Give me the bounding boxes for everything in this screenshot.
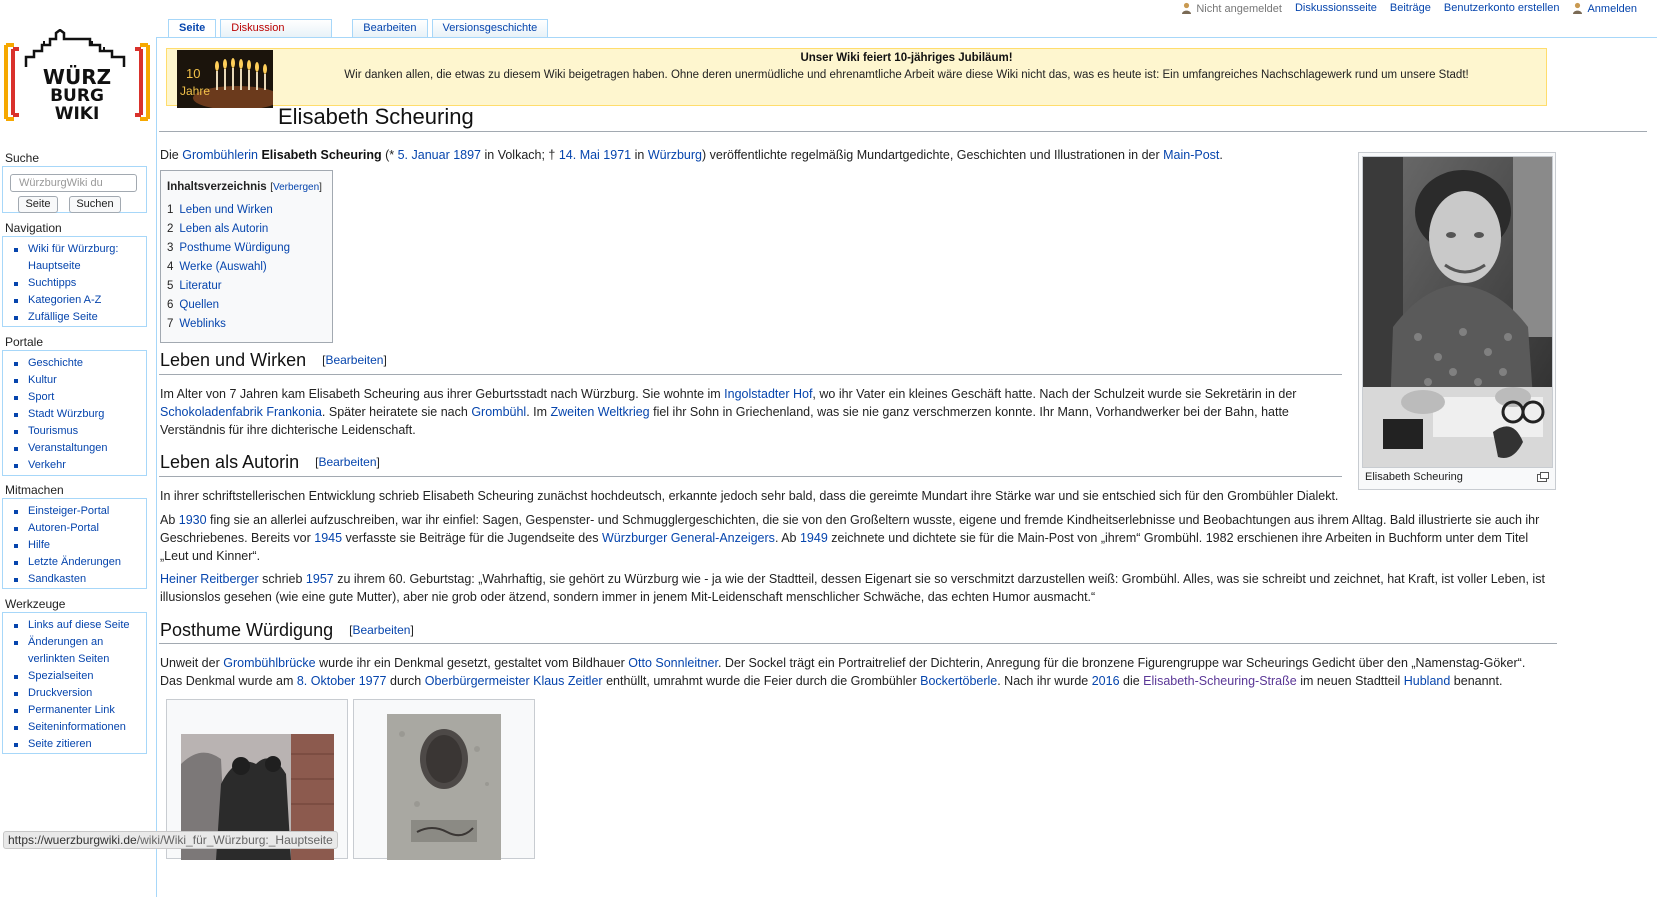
sidebar-item-links-auf-diese-seite[interactable] [12,617,146,634]
sidebar-item-geschichte[interactable] [12,355,146,372]
sidebar-item-druckversion[interactable] [12,685,146,702]
sidebar-item-seiteninformationen[interactable] [12,719,146,736]
notice-image-text-1: 10 [186,66,201,81]
sidebar-item-label: Zufällige Seite [28,311,98,323]
navigation-portlet [2,236,147,327]
go-page-button[interactable]: Seite [18,196,58,213]
sidebar-item-autoren-portal[interactable] [12,520,146,537]
toc-number: 7 [167,318,174,330]
talk-link[interactable]: Diskussionsseite [1294,2,1377,14]
page-tabs [168,19,552,37]
sidebar-item-einsteiger-portal[interactable] [12,503,146,520]
wuerzburg-wiki-logo[interactable] [4,29,150,125]
portrait-relief-image[interactable] [387,714,501,860]
gallery-item [353,699,535,859]
sidebar-item-seite-zitieren[interactable] [12,736,146,753]
toc-toggle[interactable]: Verbergen [272,182,320,193]
section-2-paragraph-2: Ab 1930 fing sie an allerlei aufzuschreiben, war ihr einfiel: Sagen, Gespenster- und Schmugglergeschichten, die sie von den Großeltern wusste, eigene und fremde Kindheitserlebnisse und Beobachtungen aus ihrem Alltag. Bald illustrierte sie auch ihr Geschriebenes. Bereits vor 1945 verfasste sie Beiträge für die Jugendseite des Würzburger General-Anzeigers. Ab 1949 zeichnete und dichtete sie für die Main-Post von „ihrem“ Grombühl. 1982 erschienen ihre Arbeiten in Buchform unter dem Titel „Leut und Kinner“. [160,513,1540,563]
sidebar-item-label: Tourismus [28,425,79,437]
sidebar-item-label: Änderungen an verlinkten Seiten [28,636,110,665]
relief-photo [387,714,501,860]
section-heading-posthume-wuerdigung: Posthume Würdigung [Bearbeiten] [160,620,414,640]
toc-number: 1 [167,204,174,216]
section-heading-leben-als-autorin: Leben als Autorin [Bearbeiten] [160,452,380,472]
link-heiner-reitberger[interactable]: Heiner Reitberger [160,572,259,586]
section-3-paragraph: Unweit der Grombühlbrücke wurde ihr ein Denkmal gesetzt, gestaltet vom Bildhauer Otto Sonnleitner. Der Sockel trägt ein Portraitrelief der Dichterin, Anregung für die bronzene Figurengruppe war Scheurings Gedicht über den „Namenstag-Göker“. Das Denkmal wurde am 8. Oktober 1977 durch Oberbürgermeister Klaus Zeitler enthüllt, umrahmt wurde die Feier durch die Grombühler Bockertöberle. Nach ihr wurde 2016 die Elisabeth-Scheuring-Straße im neuen Stadtteil Hubland benannt. [160,656,1526,688]
sidebar-item-label: Spezialseiten [28,670,94,682]
sidebar-item-label: Kategorien A-Z [28,294,102,306]
sidebar-item-permanenter-link[interactable] [12,702,146,719]
title-divider [159,131,1647,132]
user-icon [1572,2,1583,14]
enlarge-icon[interactable] [1537,472,1549,482]
sidebar-item-label: Links auf diese Seite [28,619,130,631]
notice-title: Unser Wiki feiert 10-jähriges Jubiläum! [800,52,1013,64]
sidebar-item-label: Sandkasten [28,573,87,585]
link-1930[interactable]: 1930 [178,513,207,527]
sidebar-item-tourismus[interactable] [12,423,146,440]
toc-number: 3 [167,242,174,254]
toc-item[interactable] [167,315,326,334]
tab-discussion[interactable]: Diskussion [220,19,332,37]
sidebar-item-label: Hilfe [28,539,51,551]
thumbnail-caption: Elisabeth Scheuring [1365,471,1463,483]
not-logged-in: Nicht angemeldet [1181,2,1282,15]
toc-link[interactable]: Posthume Würdigung [179,242,290,254]
sidebar-item-label: Verkehr [28,459,66,471]
toc-number: 6 [167,299,174,311]
portale-portlet [2,350,147,476]
link-otto-sonnleitner[interactable]: Otto Sonnleitner [628,656,718,670]
toc-link[interactable]: Literatur [179,280,222,292]
toc-number: 5 [167,280,174,292]
search-button[interactable]: Suchen [69,196,121,213]
sidebar-item-suchtipps[interactable] [12,275,146,292]
section-1-paragraph: Im Alter von 7 Jahren kam Elisabeth Scheuring aus ihrer Geburtsstadt nach Würzburg. Sie wohnte im Ingolstadter Hof, wo ihr Vater ein kleines Geschäft hatte. Nach der Schulzeit wurde sie Sekretärin in der Schokoladenfabrik Frankonia. Später heiratete sie nach Grombühl. Im Zweiten Weltkrieg fiel ihr Sohn in Griechenland, was sie nie ganz verschmerzen konnte. Ihr Mann, Vorhandwerker bei der Bahn, hatte Verständnis für ihre dichterische Leidenschaft. [160,387,1297,437]
link-zweiter-weltkrieg[interactable]: Zweiten Weltkrieg [550,405,650,419]
toc-item[interactable] [167,239,326,258]
toc-item[interactable] [167,277,326,296]
link-ingolstadter-hof[interactable]: Ingolstadter Hof [724,387,813,401]
toc-item[interactable] [167,201,326,220]
toc-item[interactable] [167,258,326,277]
toc-title: Inhaltsverzeichnis [167,181,267,193]
edit-section-2[interactable]: Bearbeiten [318,455,377,469]
sidebar-item-sport[interactable] [12,389,146,406]
toc-link[interactable]: Quellen [179,299,220,311]
sidebar-item-stadt-würzburg[interactable] [12,406,146,423]
sidebar-item-label: Permanenter Link [28,704,115,716]
toc-number: 2 [167,223,174,235]
sidebar-item-änderungen-an-verlinkten-seiten[interactable] [12,634,146,668]
portrait-thumbnail [1358,152,1556,490]
status-bar-url: https://wuerzburgwiki.de/wiki/Wiki_für_Würzburg:_Hauptseite [3,831,338,849]
toc-item[interactable] [167,296,326,315]
toc-link[interactable]: Leben als Autorin [179,223,269,235]
personal-tools [1181,1,1637,15]
search-input[interactable]: WürzburgWiki du [10,174,137,192]
werkzeuge-portlet [2,612,147,754]
contribs-link[interactable]: Beiträge [1389,2,1431,14]
sidebar-item-veranstaltungen[interactable] [12,440,146,457]
sidebar-item-hilfe[interactable] [12,537,146,554]
tab-page[interactable]: Seite [168,19,216,37]
sidebar-item-label: Sport [28,391,55,403]
sidebar-item-kultur[interactable] [12,372,146,389]
sidebar-item-label: Autoren-Portal [28,522,99,534]
sidebar-item-label: Suchtipps [28,277,77,289]
section-2-paragraph-3: Heiner Reitberger schrieb 1957 zu ihrem 60. Geburtstag: „Wahrhaftig, sie gehört zu Würzburg wie - ja wie der Stadtteil, dessen Eigenart sie so verschmitzt darzustellen weiß: Grombühl. Alles, was sie schreibt und zeichnet, hat Kraft, ist voller Leben, ist illusionslos gesehen (wie eine gute Mutter), aber nie grob oder ätzend, sondern immer in jenem Mit-Leidenschaft menschlicher Schwäche, das echten Humor ausmacht.“ [160,572,1545,604]
sidebar-item-sandkasten[interactable] [12,571,146,588]
notice-image-text-2: Jahre [180,84,211,98]
search-heading: Suche [5,151,40,165]
edit-section-3[interactable]: Bearbeiten [352,623,411,637]
link-elisabeth-scheuring-strasse[interactable]: Elisabeth-Scheuring-Straße [1143,674,1297,688]
portale-heading: Portale [5,335,44,349]
werkzeuge-heading: Werkzeuge [5,597,66,611]
sidebar-item-letzte-änderungen[interactable] [12,554,146,571]
sidebar-item-label: Einsteiger-Portal [28,505,110,517]
logo-line-1: WÜRZ [42,65,112,89]
sidebar-item-label: Geschichte [28,357,84,369]
intro-paragraph: Die Grombühlerin Elisabeth Scheuring (* 5. Januar 1897 in Volkach; † 14. Mai 1971 in Würzburg) veröffentlichte regelmäßig Mundartgedichte, Geschichten und Illustrationen in der Main-Post. [160,148,1223,162]
link-grombuehl[interactable]: Grombühl [471,405,527,419]
section-divider [159,374,1342,375]
mitmachen-portlet [2,498,147,589]
section-2-paragraph-1: In ihrer schriftstellerischen Entwicklung schrieb Elisabeth Scheuring zunächst hochdeutsch, erkannte jedoch sehr bald, dass die gereimte Mundart ihre Stärke war und sie entschied sich für den Grombühler Dialekt. [160,489,1339,503]
link-2016[interactable]: 2016 [1091,674,1120,688]
link-8-oktober-1977[interactable]: 8. Oktober 1977 [296,674,387,688]
sidebar-item-zufällige-seite[interactable] [12,309,146,326]
sidebar-item-label: Kultur [28,374,57,386]
toc-link[interactable]: Werke (Auswahl) [179,261,267,273]
sidebar-item-label: Druckversion [28,687,93,699]
sidebar-item-label: Veranstaltungen [28,442,108,454]
page-title: Elisabeth Scheuring [278,104,474,129]
link-1945[interactable]: 1945 [314,531,343,545]
tab-history[interactable]: Versionsgeschichte [432,19,549,37]
toc-item[interactable] [167,220,326,239]
create-account-link[interactable]: Benutzerkonto erstellen [1443,2,1560,14]
table-of-contents: Inhaltsverzeichnis [Verbergen] 1 Leben und Wirken 2 Leben als Autorin 3 Posthume Würdigung 4 Werke (Auswahl) 5 Literatur 6 Quellen 7 Weblinks [160,170,333,343]
section-heading-leben-und-wirken: Leben und Wirken [Bearbeiten] [160,350,387,370]
sidebar-item-label: Stadt Würzburg [28,408,105,420]
link-death-date[interactable]: 14. Mai 1971 [558,148,632,162]
tab-edit[interactable]: Bearbeiten [352,19,427,37]
edit-section-1[interactable]: Bearbeiten [325,353,384,367]
sidebar-item-label: Wiki für Würzburg: Hauptseite [28,243,119,272]
navigation-heading: Navigation [5,221,62,235]
portrait-image [1363,157,1553,468]
user-icon [1181,2,1192,14]
subject-name: Elisabeth Scheuring [261,148,382,162]
site-notice [166,48,1547,106]
sidebar-item-label: Letzte Änderungen [28,556,121,568]
sidebar-item-verkehr[interactable] [12,457,146,474]
portrait-photo[interactable] [1362,156,1553,468]
link-birth-date[interactable]: 5. Januar 1897 [397,148,482,162]
link-1949[interactable]: 1949 [799,531,828,545]
logo-line-2: BURG [50,86,104,106]
link-1957[interactable]: 1957 [305,572,334,586]
sidebar-item-spezialseiten[interactable] [12,668,146,685]
section-divider [159,476,1342,477]
notice-text: Wir danken allen, die etwas zu diesem Wiki beigetragen haben. Ohne deren unermüdliche und ehrenamtliche Arbeit wäre diese Wiki nicht das, was es heute ist: Ein umfangreiches Nachschlagewerk rund um unsere Stadt! [344,69,1469,81]
link-hubland[interactable]: Hubland [1403,674,1451,688]
logo-line-3: WIKI [54,104,100,124]
link-general-anzeiger[interactable]: Würzburger General-Anzeigers [601,531,775,545]
sidebar-item-kategorien-a-z[interactable] [12,292,146,309]
toc-link[interactable]: Weblinks [179,318,226,330]
link-klaus-zeitler[interactable]: Oberbürgermeister Klaus Zeitler [424,674,603,688]
toc-link[interactable]: Leben und Wirken [179,204,273,216]
link-main-post[interactable]: Main-Post [1163,148,1220,162]
sidebar-item-label: Seiteninformationen [28,721,126,733]
mitmachen-heading: Mitmachen [5,483,64,497]
link-schokoladenfabrik-frankonia[interactable]: Schokoladenfabrik Frankonia [160,405,322,419]
login-link[interactable]: Anmelden [1572,2,1637,15]
link-bockertoeberle[interactable]: Bockertöberle [920,674,998,688]
link-grombuehlbruecke[interactable]: Grombühlbrücke [223,656,316,670]
link-wuerzburg[interactable]: Würzburg [647,148,702,162]
link-grombuehlerin[interactable]: Grombühlerin [182,148,258,162]
sidebar-item-label: Seite zitieren [28,738,92,750]
section-divider [159,643,1557,644]
toc-number: 4 [167,261,174,273]
sidebar-item-wiki-für-würzburg-hauptseite[interactable] [12,241,146,275]
